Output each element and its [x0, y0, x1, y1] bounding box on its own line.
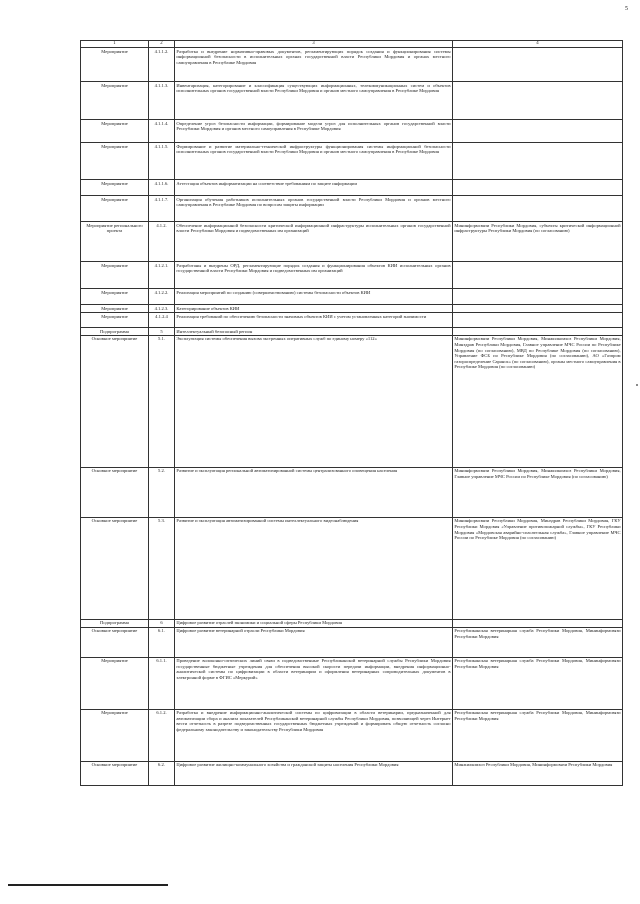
row-type-cell: Мероприятие	[81, 82, 149, 120]
table-row	[81, 222, 623, 262]
row-type-cell: Мероприятие	[81, 709, 149, 761]
table-row	[81, 517, 623, 619]
row-description-cell: Развитие и эксплуатация региональной автоматизированной системы централизованного оповещения населения	[175, 467, 453, 517]
row-type-cell: Подпрограмма	[81, 619, 149, 627]
table-row	[81, 709, 623, 761]
row-responsible-cell	[453, 196, 623, 222]
row-description-cell: Цифровое развитие ветеринарной отрасли Республики Мордовия	[175, 627, 453, 657]
row-responsible-cell: Республиканская ветеринарная служба Республики Мордовия, Мининформсвязи Республики Мордовия	[453, 627, 623, 657]
header-col-1: 1	[81, 41, 149, 48]
table-row	[81, 657, 623, 709]
table-row	[81, 305, 623, 313]
row-number-cell: 4.1.2.4	[149, 313, 175, 328]
row-type-cell: Основное мероприятие	[81, 517, 149, 619]
row-responsible-cell	[453, 48, 623, 82]
row-responsible-cell: Мининформсвязи Республики Мордовия, Минздрав Республики Мордовия, ГКУ Республики Мордовия «Управление противопожарной службы», ГКУ Республики Мордовия «Мордовская аварийно-спасательная служба», Главное управление МЧС России по Республике Мордовия (по согласованию)	[453, 517, 623, 619]
table-row	[81, 627, 623, 657]
row-type-cell: Мероприятие	[81, 120, 149, 143]
row-type-cell: Основное мероприятие	[81, 467, 149, 517]
row-description-cell: Разработаны и внедрены ОРД, регламентирующие порядок создания и функционирования объектов КИИ исполнительных органов государственной власти Республики Мордовия и подведомственных им организаций	[175, 262, 453, 289]
row-type-cell: Мероприятие	[81, 196, 149, 222]
row-description-cell: Развитие и эксплуатация автоматизированной системы интеллектуального видеонаблюдения	[175, 517, 453, 619]
row-responsible-cell: Мининформсвязи Республики Мордовия, Минжилкомхоз Республики Мордовия, Главное управление МЧС России по Республике Мордовия (по согласованию)	[453, 467, 623, 517]
row-type-cell: Мероприятие	[81, 313, 149, 328]
row-description-cell: Проведение волоконно-оптических линий связи в подведомственные Республиканской ветеринарной службы Республики Мордовия государственные бюджетные учреждения для обеспечения высокой скорости передачи информации, внедрения информационно-аналитической системы по цифровизации в области ветеринарии и оформления ветеринарных сопроводительных документов в электронной форме в ФГИС «Меркурий»	[175, 657, 453, 709]
table-row	[81, 196, 623, 222]
row-number-cell: 6.2.	[149, 761, 175, 785]
scan-bottom-line	[8, 884, 168, 886]
row-type-cell: Подпрограмма	[81, 328, 149, 336]
row-responsible-cell	[453, 313, 623, 328]
row-type-cell: Основное мероприятие	[81, 335, 149, 467]
row-description-cell: Реализация требований по обеспечению безопасности значимых объектов КИИ с учетом установленных категорий значимости	[175, 313, 453, 328]
row-type-cell: Мероприятие	[81, 305, 149, 313]
row-description-cell: Эксплуатация системы обеспечения вызова экстренных оперативных служб по единому номеру «112»	[175, 335, 453, 467]
table-row	[81, 180, 623, 196]
row-responsible-cell	[453, 180, 623, 196]
row-type-cell: Основное мероприятие	[81, 761, 149, 785]
row-number-cell: 4.1.2.3.	[149, 305, 175, 313]
page-number: 5	[625, 6, 628, 12]
row-description-cell: Аттестация объектов информатизации на соответствие требованиям по защите информации	[175, 180, 453, 196]
table-row	[81, 48, 623, 82]
table-row	[81, 143, 623, 180]
row-type-cell: Мероприятие	[81, 262, 149, 289]
row-description-cell: Разработка и внедрение информационно-аналитической системы по цифровизации в области ветеринарии, предназначенной для автоматизации сбора и анализа показателей Республиканской ветеринарной службы Республики Мордовия, позволяющей через Интернет вести отчетность в разрезе подведомственных государственных бюджетных учреждений и формировать общую отчетность согласно федеральному законодательству и законодательству Республики Мордовия	[175, 709, 453, 761]
row-description-cell: Формирование и развитие материально-технической инфраструктуры функционирования системы информационной безопасности исполнительных органов государственной власти Республики Мордовия и органов местного самоуправления в Республике Мордовия	[175, 143, 453, 180]
row-description-cell: Инвентаризация, категорирование и классификация существующих информационных, телекоммуникационных систем и объектов исполнительных органов государственной власти Республики Мордовия и органов местного самоуправления в Республике Мордовия	[175, 82, 453, 120]
program-measures-table	[80, 40, 623, 786]
row-number-cell: 4.1.1.3.	[149, 82, 175, 120]
row-number-cell: 5	[149, 328, 175, 336]
row-description-cell: Реализация мероприятий по созданию (совершенствованию) системы безопасности объектов КИИ	[175, 289, 453, 305]
table-header-row	[81, 41, 623, 48]
table-row	[81, 328, 623, 336]
row-responsible-cell	[453, 120, 623, 143]
row-number-cell: 4.1.2.1.	[149, 262, 175, 289]
row-responsible-cell: Республиканская ветеринарная служба Республики Мордовия, Мининформсвязи Республики Мордовия	[453, 657, 623, 709]
row-responsible-cell	[453, 262, 623, 289]
table-row	[81, 761, 623, 785]
table-row	[81, 467, 623, 517]
row-description-cell: Определение угроз безопасности информации, формирование модели угроз для исполнительных органов государственной власти Республики Мордовия и органов местного самоуправления в Республике Мордовия	[175, 120, 453, 143]
table-row	[81, 313, 623, 328]
row-number-cell: 5.1.	[149, 335, 175, 467]
row-number-cell: 5.2.	[149, 467, 175, 517]
row-type-cell: Мероприятие	[81, 180, 149, 196]
row-description-cell: Обеспечение информационной безопасности критической информационной инфраструктуры исполнительных органов государственной власти Республики Мордовия и подведомственных им организаций	[175, 222, 453, 262]
row-number-cell: 6.1.	[149, 627, 175, 657]
row-description-cell: Интеллектуальный безопасный регион	[175, 328, 453, 336]
row-type-cell: Мероприятие	[81, 143, 149, 180]
header-col-2: 2	[149, 41, 175, 48]
header-col-3: 3	[175, 41, 453, 48]
row-responsible-cell	[453, 619, 623, 627]
table-row	[81, 289, 623, 305]
row-description-cell: Цифровое развитие отраслей экономики и социальной сферы Республики Мордовия	[175, 619, 453, 627]
row-responsible-cell: Республиканская ветеринарная служба Республики Мордовия, Мининформсвязи Республики Мордовия	[453, 709, 623, 761]
table-row	[81, 120, 623, 143]
row-responsible-cell	[453, 82, 623, 120]
row-number-cell: 4.1.1.2.	[149, 48, 175, 82]
row-number-cell: 6	[149, 619, 175, 627]
row-number-cell: 4.1.2.2.	[149, 289, 175, 305]
row-type-cell: Мероприятие	[81, 48, 149, 82]
row-responsible-cell	[453, 328, 623, 336]
row-responsible-cell: Мининформсвязи Республики Мордовия, субъекты критической информационной инфраструктуры Республики Мордовия (по согласованию)	[453, 222, 623, 262]
table-row	[81, 335, 623, 467]
row-description-cell: Категорирование объектов КИИ	[175, 305, 453, 313]
row-responsible-cell: Мининформсвязи Республики Мордовия, Минжилкомхоз Республики Мордовия, Минздрав Республики Мордовия, Главное управление МЧС России по Республике Мордовия (по согласованию), МВД по Республике Мордовия (по согласованию), Управление ФСБ по Республике Мордовия (по согласованию), АО «Газпром газораспределение Саранск» (по согласованию), органы местного самоуправления в Республике Мордовия (по согласованию)	[453, 335, 623, 467]
table-row	[81, 619, 623, 627]
header-col-4: 4	[453, 41, 623, 48]
table-row	[81, 82, 623, 120]
row-responsible-cell	[453, 143, 623, 180]
row-type-cell: Мероприятие	[81, 289, 149, 305]
row-number-cell: 6.1.2.	[149, 709, 175, 761]
row-description-cell: Цифровое развитие жилищно-коммунального хозяйства и гражданской защиты населения Республики Мордовия	[175, 761, 453, 785]
row-number-cell: 4.1.1.6.	[149, 180, 175, 196]
row-number-cell: 4.1.1.7.	[149, 196, 175, 222]
row-type-cell: Мероприятие	[81, 657, 149, 709]
row-responsible-cell	[453, 289, 623, 305]
row-number-cell: 4.1.1.5.	[149, 143, 175, 180]
table-row	[81, 262, 623, 289]
row-responsible-cell: Минжилкомхоз Республики Мордовия, Мининформсвязи Республики Мордовия	[453, 761, 623, 785]
row-responsible-cell	[453, 305, 623, 313]
row-number-cell: 6.1.1.	[149, 657, 175, 709]
row-number-cell: 4.1.1.4.	[149, 120, 175, 143]
row-type-cell: Основное мероприятие	[81, 627, 149, 657]
row-description-cell: Организация обучения работников исполнительных органов государственной власти Республики Мордовия и органов местного самоуправления в Республике Мордовия по вопросам защиты информации	[175, 196, 453, 222]
row-number-cell: 5.3.	[149, 517, 175, 619]
row-type-cell: Мероприятие регионального проекта	[81, 222, 149, 262]
scan-mark	[636, 384, 638, 386]
row-number-cell: 4.1.2.	[149, 222, 175, 262]
row-description-cell: Разработка и внедрение нормативно-правовых документов, регламентирующих порядок создания и функционирования системы информационной безопасности в исполнительных органах государственной власти Республики Мордовия и органах местного самоуправления в Республике Мордовия	[175, 48, 453, 82]
